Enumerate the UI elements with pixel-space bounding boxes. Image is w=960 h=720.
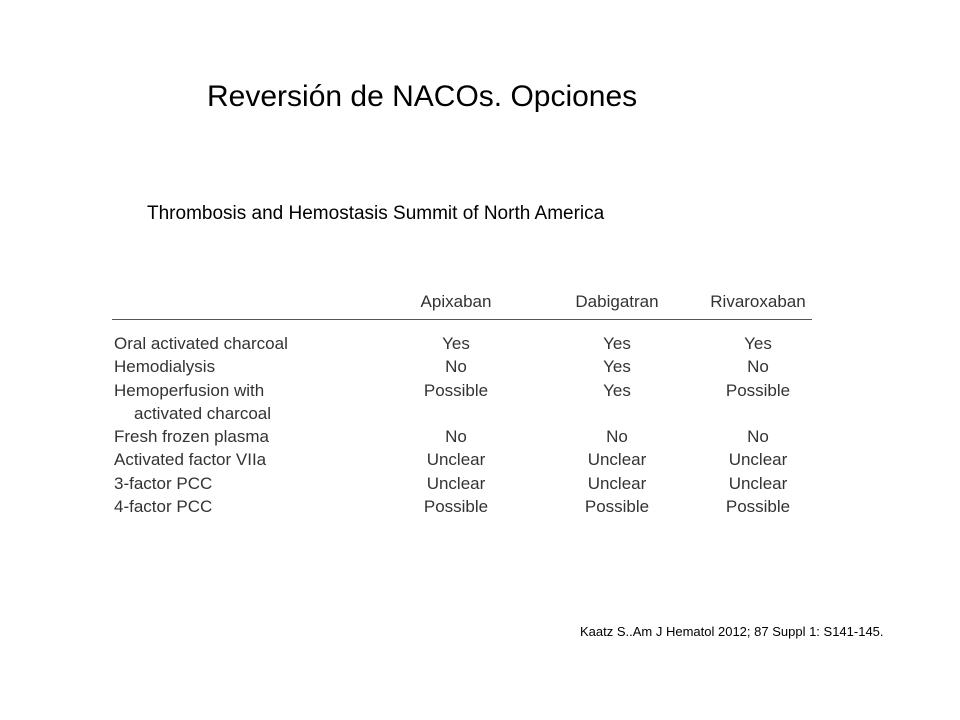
table-row [112,425,812,448]
row-label: Oral activated charcoal [114,334,288,353]
header-divider [112,319,812,320]
column-header-apixaban: Apixaban [420,292,492,311]
column-header-dabigatran: Dabigatran [575,292,659,311]
cell-rivaroxaban: Unclear [728,450,788,470]
cell-rivaroxaban: No [747,357,769,377]
cell-dabigatran: Unclear [587,473,647,493]
cell-dabigatran: Unclear [587,450,647,470]
cell-dabigatran: No [606,427,628,447]
row-label: Hemodialysis [114,357,216,377]
cell-rivaroxaban: Yes [744,334,772,353]
table-row [112,379,812,426]
row-label: Fresh frozen plasma [114,427,269,447]
table-row [112,448,812,471]
cell-rivaroxaban: Possible [725,380,791,400]
cell-dabigatran: Possible [584,497,650,517]
column-header-rivaroxaban: Rivaroxaban [710,292,806,311]
cell-dabigatran: Yes [603,380,631,400]
cell-apixaban: No [445,427,467,447]
row-label-line-1: Hemoperfusion with [114,380,265,400]
table-row [112,355,812,378]
cell-apixaban: Possible [423,497,489,517]
table-row [112,332,812,355]
row-label: Activated factor VIIa [114,450,267,470]
table-header-row [112,285,812,319]
slide-title: Reversión de NACOs. Opciones [207,80,638,113]
cell-dabigatran: Yes [603,334,631,353]
cell-apixaban: Possible [423,380,489,400]
cell-rivaroxaban: Possible [725,497,791,517]
row-label: 4-factor PCC [114,497,213,517]
cell-rivaroxaban: No [747,427,769,447]
row-label-line-2: activated charcoal [134,403,272,423]
table-row [112,495,812,518]
cell-dabigatran: Yes [603,357,631,377]
cell-apixaban: Unclear [426,450,486,470]
citation: Kaatz S..Am J Hematol 2012; 87 Suppl 1: S141-145. [580,624,884,639]
row-label [114,379,271,425]
cell-apixaban: Yes [442,334,470,353]
cell-apixaban: Unclear [426,473,486,493]
slide-subtitle: Thrombosis and Hemostasis Summit of North America [147,203,605,224]
cell-apixaban: No [445,357,467,377]
row-label: 3-factor PCC [114,473,213,493]
reversal-options-table [112,285,812,518]
cell-rivaroxaban: Unclear [728,473,788,493]
table-row [112,472,812,495]
